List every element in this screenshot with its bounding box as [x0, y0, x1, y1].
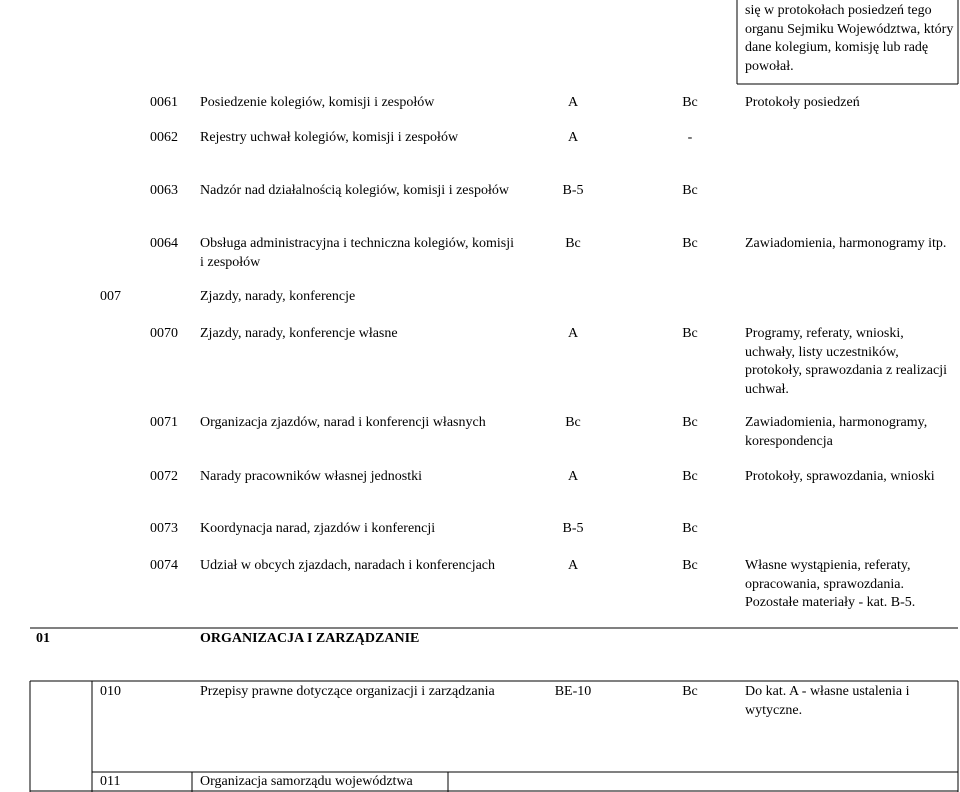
- row-code: 0061: [150, 95, 178, 110]
- row-name: Posiedzenie kolegiów, komisji i zespołów: [200, 95, 435, 110]
- row-name: Organizacja zjazdów, narad i konferencji własnych: [200, 415, 486, 430]
- row-category: Bc: [565, 236, 581, 251]
- row-category-2: Bc: [682, 469, 698, 484]
- row-name: Zjazdy, narady, konferencje własne: [200, 326, 398, 341]
- row-name: Narady pracowników własnej jednostki: [200, 469, 422, 484]
- row-note: Protokoły, sprawozdania, wnioski: [745, 469, 935, 484]
- row-category-2: Bc: [682, 326, 698, 341]
- row-code: 0071: [150, 415, 178, 430]
- row-category-2: Bc: [682, 684, 698, 699]
- row-code: 010: [100, 684, 121, 699]
- row-category: BE-10: [554, 684, 592, 699]
- row-category: A: [567, 95, 579, 110]
- row-code: 0073: [150, 521, 178, 536]
- row-category: A: [567, 130, 579, 145]
- row-name: Obsługa administracyjna i techniczna kolegiów, komisji i zespołów: [200, 236, 515, 270]
- row-name: Nadzór nad działalnością kolegiów, komisji i zespołów: [200, 183, 509, 198]
- row-category: Bc: [565, 415, 581, 430]
- row-name: Przepisy prawne dotyczące organizacji i zarządzania: [200, 684, 495, 699]
- row-code: 0074: [150, 558, 178, 573]
- row-name: Organizacja samorządu województwa: [200, 774, 413, 789]
- row-code: 0062: [150, 130, 178, 145]
- row-note: Programy, referaty, wnioski, uchwały, listy uczestników, protokoły, sprawozdania z realizacji uchwał.: [745, 326, 948, 397]
- row-code: 0063: [150, 183, 178, 198]
- row-code: 007: [100, 289, 121, 304]
- row-name: Rejestry uchwał kolegiów, komisji i zespołów: [200, 130, 459, 145]
- row-code: 0072: [150, 469, 178, 484]
- row-name: Udział w obcych zjazdach, naradach i konferencjach: [200, 558, 496, 573]
- row-category: A: [567, 326, 579, 341]
- row-code: 0070: [150, 326, 178, 341]
- row-category-2: Bc: [682, 558, 698, 573]
- row-name: Zjazdy, narady, konferencje: [200, 289, 356, 304]
- row-note: Własne wystąpienia, referaty, opracowania, sprawozdania. Pozostałe materiały - kat. B-5.: [745, 558, 916, 610]
- row-note: Zawiadomienia, harmonogramy, korespondencja: [745, 415, 928, 449]
- row-note: Zawiadomienia, harmonogramy itp.: [745, 236, 947, 251]
- section-title: ORGANIZACJA I ZARZĄDZANIE: [200, 631, 420, 646]
- section-code: 01: [36, 631, 50, 646]
- row-category-2: Bc: [682, 236, 698, 251]
- row-category: B-5: [562, 183, 584, 198]
- row-category: B-5: [562, 521, 584, 536]
- row-code: 0064: [150, 236, 178, 251]
- top-note: się w protokołach posiedzeń tego organu Sejmiku Województwa, który dane kolegium, komisję lub radę powołał.: [745, 3, 954, 74]
- row-note: Protokoły posiedzeń: [745, 95, 860, 110]
- row-category: A: [567, 469, 579, 484]
- row-category-2: Bc: [682, 415, 698, 430]
- row-name: Koordynacja narad, zjazdów i konferencji: [200, 521, 436, 536]
- row-category-2: Bc: [682, 521, 698, 536]
- row-category-2: Bc: [682, 183, 698, 198]
- row-note: Do kat. A - własne ustalenia i wytyczne.: [745, 684, 910, 718]
- row-category: A: [567, 558, 579, 573]
- row-category-2: -: [687, 130, 693, 145]
- row-code: 011: [100, 774, 121, 789]
- row-category-2: Bc: [682, 95, 698, 110]
